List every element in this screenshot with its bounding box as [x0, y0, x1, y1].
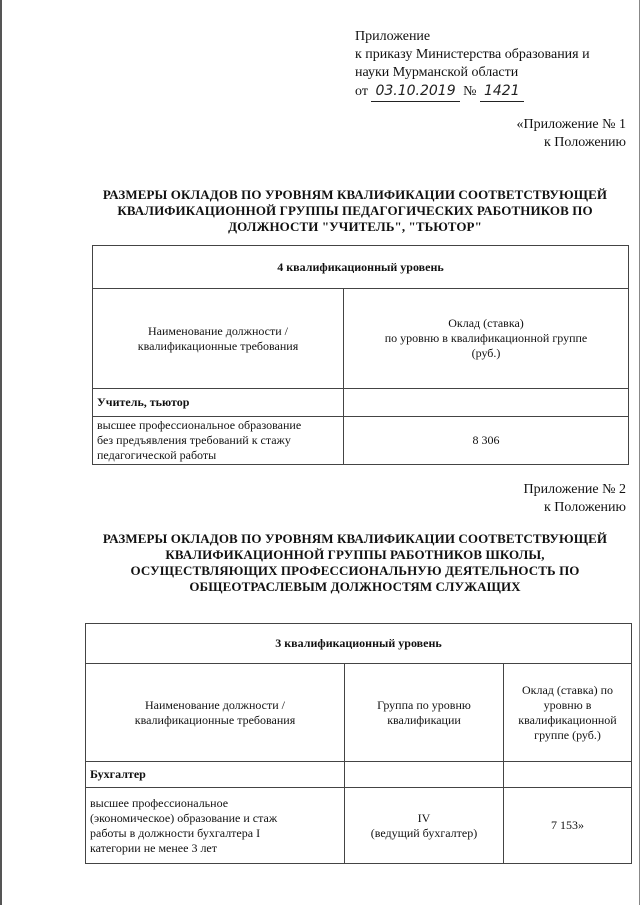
number-prefix: № — [463, 84, 477, 99]
table-row — [93, 246, 629, 289]
requirement-text: работы в должности бухгалтера I — [90, 825, 261, 840]
empty-cell — [345, 762, 504, 788]
header-date-number-line — [355, 82, 590, 102]
accountant-salary-table — [85, 623, 632, 864]
header-text: квалификационной — [518, 712, 617, 727]
date-prefix: от — [355, 84, 368, 99]
requirement-text: педагогической работы — [97, 448, 217, 462]
empty-cell — [504, 762, 632, 788]
column-header-group — [345, 664, 504, 762]
header-text: Наименование должности / — [147, 323, 289, 338]
header-line-3: науки Мурманской области — [355, 65, 519, 80]
header-text: Наименование должности / — [144, 697, 286, 712]
table-row — [86, 762, 632, 788]
header-line-2: к приказу Министерства образования и — [355, 47, 590, 62]
header-text: (руб.) — [471, 346, 501, 360]
header-text: по уровню в квалификационной группе — [384, 331, 588, 345]
header-text: квалификации — [387, 712, 461, 727]
position-name-cell: Бухгалтер — [86, 762, 345, 788]
qualification-level-cell: 3 квалификационный уровень — [86, 624, 632, 664]
requirement-text: (экономическое) образование и стаж — [90, 810, 278, 825]
qualification-group-cell — [345, 788, 504, 864]
table-row — [93, 389, 629, 417]
column-header-position — [93, 289, 344, 389]
salary-value-cell: 7 153» — [504, 788, 632, 864]
requirements-cell — [86, 788, 345, 864]
section-2-title — [80, 531, 630, 595]
table-row — [93, 417, 629, 465]
annex-1-line-1: «Приложение № 1 — [516, 117, 626, 132]
annex-2-line-1: Приложение № 2 — [523, 482, 626, 497]
table-row — [86, 624, 632, 664]
column-header-salary — [504, 664, 632, 762]
number-underline — [480, 82, 524, 102]
requirement-text: высшее профессиональное — [90, 795, 229, 810]
column-header-salary — [344, 289, 629, 389]
column-header-position — [86, 664, 345, 762]
header-text: группе (руб.) — [534, 727, 601, 742]
requirement-text: высшее профессиональное образование — [97, 418, 302, 432]
table-row — [86, 788, 632, 864]
salary-value-cell: 8 306 — [344, 417, 629, 465]
date-underline — [371, 82, 459, 102]
handwritten-date: 03.10.2019 — [375, 83, 456, 99]
annex-1-line-2: к Положению — [543, 135, 626, 150]
handwritten-number: 1421 — [483, 83, 520, 99]
annex-1-label — [517, 116, 627, 152]
scan-edge-left — [0, 0, 2, 905]
title-2-line-4: ОБЩЕОТРАСЛЕВЫМ ДОЛЖНОСТЯМ СЛУЖАЩИХ — [189, 579, 521, 594]
group-text: IV — [417, 810, 431, 825]
header-text: Оклад (ставка) по — [521, 682, 613, 697]
title-2-line-1: РАЗМЕРЫ ОКЛАДОВ ПО УРОВНЯМ КВАЛИФИКАЦИИ СООТВЕТСТВУЮЩЕЙ — [102, 531, 608, 546]
title-2-line-3: ОСУЩЕСТВЛЯЮЩИХ ПРОФЕССИОНАЛЬНУЮ ДЕЯТЕЛЬНОСТЬ ПО — [130, 563, 580, 578]
header-text: квалификационные требования — [134, 712, 296, 727]
requirements-cell — [93, 417, 344, 465]
header-line-1: Приложение — [355, 29, 431, 44]
header-text: Группа по уровню — [377, 697, 471, 712]
table-row — [86, 664, 632, 762]
title-2-line-2: КВАЛИФИКАЦИОННОЙ ГРУППЫ РАБОТНИКОВ ШКОЛЫ, — [165, 547, 545, 562]
empty-cell — [344, 389, 629, 417]
teacher-salary-table — [92, 245, 629, 465]
position-name-cell: Учитель, тьютор — [93, 389, 344, 417]
requirement-text: без предъявления требований к стажу — [97, 433, 291, 447]
header-text: Оклад (ставка) — [448, 316, 524, 330]
group-text: (ведущий бухгалтер) — [370, 825, 478, 840]
title-1-line-1: РАЗМЕРЫ ОКЛАДОВ ПО УРОВНЯМ КВАЛИФИКАЦИИ СООТВЕТСТВУЮЩЕЙ — [102, 187, 608, 202]
header-text: квалификационные требования — [137, 338, 299, 353]
title-1-line-3: ДОЛЖНОСТИ "УЧИТЕЛЬ", "ТЬЮТОР" — [228, 219, 482, 234]
title-1-line-2: КВАЛИФИКАЦИОННОЙ ГРУППЫ ПЕДАГОГИЧЕСКИХ РАБОТНИКОВ ПО — [117, 203, 593, 218]
table-row — [93, 289, 629, 389]
requirement-text: категории не менее 3 лет — [90, 840, 218, 855]
section-1-title — [80, 187, 630, 235]
annex-2-line-2: к Положению — [543, 500, 626, 515]
qualification-level-cell: 4 квалификационный уровень — [93, 246, 629, 289]
header-text: уровню в — [543, 697, 592, 712]
order-header — [355, 28, 590, 102]
annex-2-label — [524, 481, 627, 517]
